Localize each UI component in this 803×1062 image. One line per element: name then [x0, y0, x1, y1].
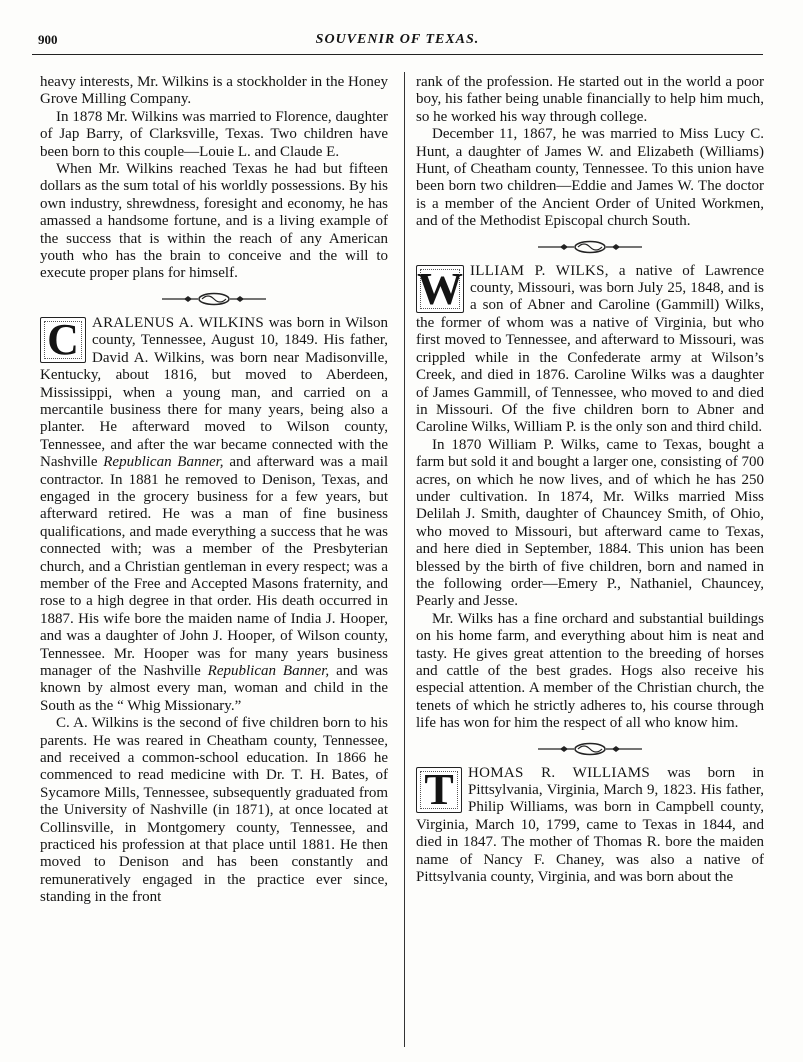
paragraph: December 11, 1867, he was married to Miss Lucy C. Hunt, a daughter of James W. and Elizabeth (Williams) Hunt, of Cheatham county, Tennessee. To this union have been born two children—Eddie and James W. The doctor is a member of the Ancient Order of United Workmen, and of the Methodist Episcopal church South. — [416, 126, 764, 230]
paragraph: In 1870 William P. Wilks, came to Texas, bought a farm but sold it and bought a larger one, consisting of 700 acres, on which he now lives, and of which he has 250 under cultivation. In 1874, Mr. Wilks married Miss Delilah J. Smith, daughter of Chauncey Smith, of Ohio, who moved to Missouri, but afterward came to Texas, and here died in September, 1884. This union has been blessed by the birth of five children, born and named in the following order—Emery P., Nathaniel, Chauncey, Pearly and Jesse. — [416, 436, 764, 610]
left-column — [40, 74, 388, 907]
ornament-icon — [530, 240, 650, 254]
paragraph: Mr. Wilks has a fine orchard and substantial buildings on his home farm, and everything about him is neat and tasty. He gives great attention to the breeding of horses and cattle of the best grades. Hogs also receive his especial attention. A member of the Christian church, the tenets of which he strictly adheres to, his course through life has won for him the respect of all who know him. — [416, 610, 764, 732]
page-number: 900 — [38, 32, 58, 47]
section-ornament — [40, 283, 388, 315]
biography-name: ILLIAM P. WILKS, — [470, 262, 609, 279]
header-rule — [32, 54, 763, 55]
biography-thomas-williams: T HOMAS R. WILLIAMS was born in Pittsylvania, Virginia, March 9, 1823. His father, Philip Williams, was born in Campbell county, Virginia, March 10, 1799, came to Texas in 1844, and died in 1847. The mother of Thomas R. bore the maiden name of Nancy F. Chaney, was also a native of Pittsylvania county, Virginia, and was born about the — [416, 764, 764, 886]
ornament-icon — [530, 742, 650, 756]
section-ornament — [416, 231, 764, 263]
running-title: SOUVENIR OF TEXAS. — [315, 32, 480, 47]
paragraph: heavy interests, Mr. Wilkins is a stockholder in the Honey Grove Milling Company. — [40, 74, 388, 108]
paragraph: In 1878 Mr. Wilkins was married to Florence, daughter of Jap Barry, of Clarksville, Texas. Two children have been born to this couple—Louie L. and Claude E. — [40, 108, 388, 160]
drop-cap: C — [40, 317, 86, 363]
section-ornament — [416, 733, 764, 765]
paragraph: C. A. Wilkins is the second of five children born to his parents. He was reared in Cheatham county, Tennessee, and received a common-school education. In 1866 he commenced to read medicine with Dr. T. H. Bates, of Sycamore Mills, Tennessee, subsequently graduated from the University of Nashville (in 1871), at once located at Collinsville, in Montgomery county, Tennessee, and practiced his profession at that place until 1881. He then moved to Denison and has been constantly and remuneratively engaged in the practice ever since, standing in the front — [40, 715, 388, 906]
column-divider — [404, 72, 405, 1047]
ornament-icon — [154, 292, 274, 306]
biography-william-wilks: W ILLIAM P. WILKS, a native of Lawrence county, Missouri, was born July 25, 1848, and is a son of Abner and Caroline (Gammill) Wilks, the former of whom was a native of Virginia, but who first moved to Tennessee, and afterward to Missouri, was crippled while in the Confederate army at Wilson’s Creek, and died in 1876. Caroline Wilks was a daughter of James Gammill, of Tennessee, who moved to and died in Missouri. Of the five children born to Abner and Caroline Wilks, William P. is the only son and third child. — [416, 262, 764, 436]
biography-carolenus-wilkins: C ARALENUS A. WILKINS was born in Wilson county, Tennessee, August 10, 1849. His father, David A. Wilkins, was born near Madisonville, Kentucky, about 1816, but moved to Aberdeen, Mississippi, when a young man, and carried on a mercantile business there for many years, being also a planter. He afterward moved to Wilson county, Tennessee, and after the war became connected with the Nashville Republican Banner, and afterward was a mail contractor. In 1881 he removed to Denison, Texas, and engaged in the grocery business for a few years, but afterward retired. He was a man of fine business qualifications, and made everything a success that he was connected with; was a member of the Presbyterian church, and a Christian gentleman in every respect; was a member of the Free and Accepted Masons fraternity, and rose to a high degree in that order. His death occurred in 1887. His wife bore the maiden name of India J. Hooper, and was a daughter of John J. Hooper, of Wilson county, Tennessee. Mr. Hooper was for many years business manager of the Nashville Republican Banner, and was known by almost every man, woman and child in the South as the “ Whig Missionary.” — [40, 314, 389, 714]
right-column — [416, 74, 764, 886]
paragraph: When Mr. Wilkins reached Texas he had but fifteen dollars as the sum total of his worldly possessions. By his own industry, shrewdness, foresight and economy, he has amassed a handsome fortune, and is a living example of the success that is within the reach of any American youth who has the brain to conceive and the will to execute proper plans for himself. — [40, 161, 388, 282]
drop-cap: W — [417, 262, 463, 314]
page-header — [32, 28, 763, 50]
paragraph: rank of the profession. He started out in the world a poor boy, his father being unable financially to help him much, so he worked his way through college. — [416, 74, 764, 125]
drop-cap: T — [416, 767, 462, 813]
biography-name: ARALENUS A. WILKINS — [92, 314, 265, 331]
biography-name: HOMAS R. WILLIAMS — [468, 764, 651, 781]
